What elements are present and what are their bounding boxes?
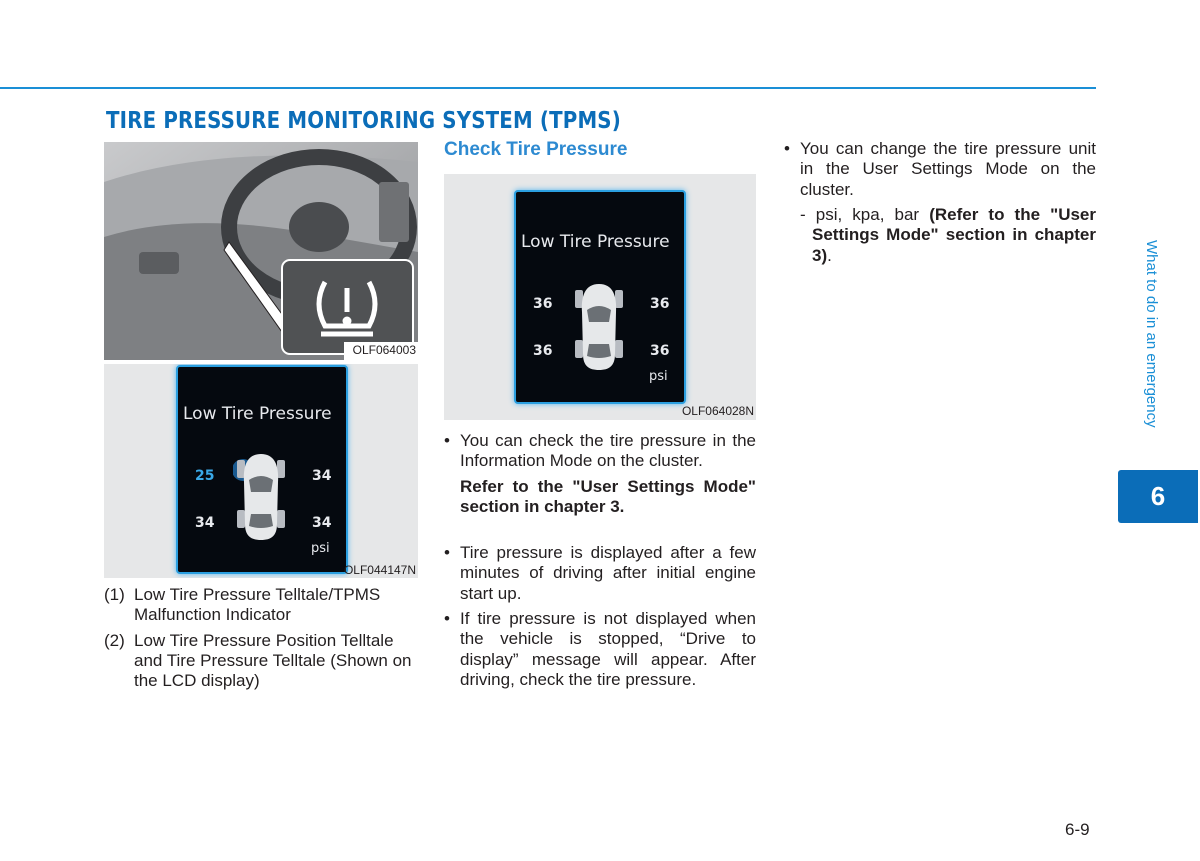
caption-number: (1) [104, 585, 125, 604]
page-number: 6-9 [1065, 820, 1090, 839]
dashboard-illustration [104, 142, 418, 360]
bullet-text: You can change the tire pressure unit in the User Settings Mode on the cluster. [800, 139, 1096, 199]
car-top-view-icon [571, 282, 627, 372]
unit-reference: (Refer to the "User Settings Mode" section in chapter 3) [812, 205, 1096, 265]
tire-front-left: 36 [533, 296, 553, 312]
tire-front-left: 25 [195, 468, 215, 484]
chapter-tab: 6 [1118, 470, 1198, 523]
bullet-dot: • [444, 609, 450, 628]
bullet-dot: • [444, 431, 450, 450]
lcd-title: Low Tire Pressure [521, 232, 670, 252]
bullet-text: Tire pressure is displayed after a few minutes of driving after initial engine start up. [460, 543, 756, 603]
caption-list [104, 585, 424, 696]
unit-options [800, 205, 1096, 266]
tire-rear-right: 34 [312, 515, 332, 531]
tire-rear-right: 36 [650, 343, 670, 359]
caption-item [104, 631, 424, 692]
bullet-text: You can check the tire pressure in the Information Mode on the cluster. [460, 431, 756, 471]
pressure-unit: psi [311, 541, 330, 556]
figure-code: OLF064003 [352, 343, 416, 357]
figure-code: OLF044147N [343, 563, 416, 577]
caption-text: Low Tire Pressure Position Telltale and Tire Pressure Telltale (Shown on the LCD display) [134, 630, 412, 691]
bullet-text: If tire pressure is not displayed when the vehicle is stopped, “Drive to display” message will appear. After driving, check the tire pressure. [460, 609, 756, 689]
caption-number: (2) [104, 630, 125, 650]
figure-code: OLF064028N [681, 404, 754, 418]
section-title: TIRE PRESSURE MONITORING SYSTEM (TPMS) [106, 108, 621, 134]
lcd-display [176, 365, 348, 574]
caption-item [104, 585, 424, 626]
figure-lcd-low [104, 364, 418, 578]
tire-front-right: 36 [650, 296, 670, 312]
tire-rear-left: 36 [533, 343, 553, 359]
top-rule [0, 87, 1096, 89]
bullet-dot: • [784, 139, 790, 158]
bullet-display-delay [444, 543, 756, 604]
pressure-unit: psi [649, 369, 668, 384]
tire-rear-left: 34 [195, 515, 215, 531]
subheading: Check Tire Pressure [444, 139, 628, 160]
figure-dashboard [104, 142, 418, 360]
figure-lcd-normal [444, 174, 756, 420]
side-section-label: What to do in an emergency [1143, 240, 1160, 428]
lcd-display [514, 190, 686, 404]
unit-end: . [827, 245, 832, 265]
bullet-drive-to-display [444, 609, 756, 690]
bullet-note: Refer to the "User Settings Mode" section in chapter 3. [460, 476, 756, 516]
tire-front-right: 34 [312, 468, 332, 484]
unit-list: - psi, kpa, bar [800, 205, 930, 224]
bullet-check-info-mode [444, 431, 756, 517]
bullet-dot: • [444, 543, 450, 562]
car-top-view-icon [233, 452, 289, 542]
lcd-title: Low Tire Pressure [183, 404, 332, 424]
caption-text: Low Tire Pressure Telltale/TPMS Malfunction Indicator [134, 585, 381, 625]
bullet-change-unit [784, 139, 1096, 200]
